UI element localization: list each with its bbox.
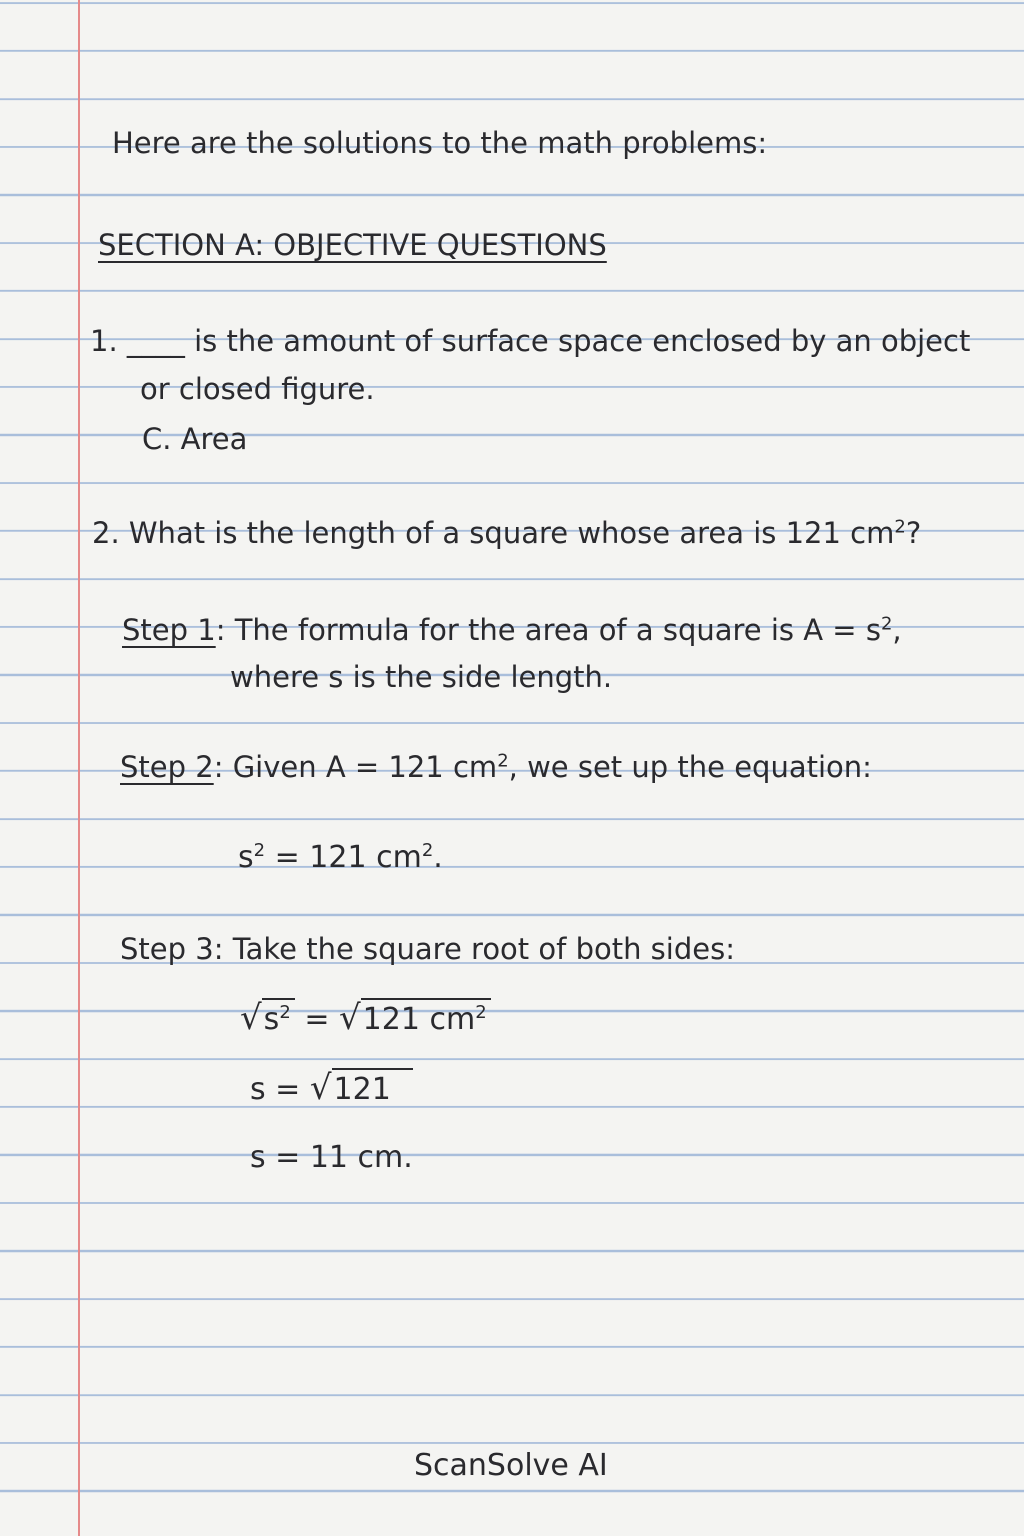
q1-line1 (90, 324, 970, 358)
sqrt-icon: √ (339, 998, 361, 1038)
step2-line1 (120, 750, 872, 784)
q2-question (92, 516, 921, 550)
q1-answer: C. Area (142, 422, 248, 456)
q1-blank: ____ (126, 324, 185, 358)
sqrt-left-sup: 2 (279, 1002, 291, 1023)
step3-eq2-lhs: s = (250, 1072, 301, 1107)
step3-colon: : (213, 932, 224, 966)
step2-eq-end: . (433, 840, 443, 875)
equals-sign: = (304, 1002, 330, 1037)
sqrt-121 (310, 1068, 413, 1108)
step1-sup: 2 (880, 613, 893, 635)
step3-equation-3: s = 11 cm. (250, 1140, 413, 1175)
q2-question-sup: 2 (894, 516, 906, 538)
margin-line (78, 0, 80, 1536)
step3-equation-1 (240, 998, 491, 1038)
sqrt-icon: √ (309, 1068, 332, 1108)
step3-label: Step 3 (120, 932, 214, 966)
step2-text: Given A = 121 cm (232, 750, 498, 784)
step1-label: Step 1 (122, 613, 216, 647)
sqrt-right-sup: 2 (475, 1002, 487, 1023)
sqrt-left-radicand: s (263, 1002, 280, 1037)
q2-question-end: ? (905, 516, 922, 550)
sqrt-icon: √ (240, 998, 262, 1038)
step2-eq-lhs: s (238, 840, 254, 875)
section-heading: SECTION A: OBJECTIVE QUESTIONS (98, 228, 607, 262)
step1-text-end: , (892, 613, 902, 647)
step2-sup: 2 (497, 750, 509, 772)
step1-line1 (122, 613, 902, 647)
intro-text: Here are the solutions to the math problems: (112, 126, 768, 160)
step2-text-end: , we set up the equation: (508, 750, 872, 784)
step2-eq-sup: 2 (421, 840, 434, 861)
step2-eq-mid: = 121 cm (265, 840, 422, 875)
sqrt-right-radicand: 121 cm (362, 1002, 476, 1037)
step2-equation (238, 840, 443, 875)
step2-eq-lhs-sup: 2 (253, 840, 266, 861)
step3-line1 (120, 932, 735, 966)
sqrt-121-radicand: 121 (332, 1068, 413, 1107)
sqrt-right (339, 998, 491, 1038)
step1-line2: where s is the side length. (230, 660, 613, 694)
q1-number: 1. (90, 324, 118, 358)
footer-brand: ScanSolve AI (414, 1448, 608, 1483)
step3-equation-2 (250, 1068, 413, 1108)
step2-colon: : (213, 750, 224, 784)
q1-text: is the amount of surface space enclosed by an object (194, 324, 971, 358)
step1-colon: : (215, 613, 226, 647)
sqrt-left (240, 998, 295, 1038)
q2-question-text: 2. What is the length of a square whose area is 121 cm (92, 516, 895, 550)
step3-text: Take the square root of both sides: (232, 932, 735, 966)
step1-text: The formula for the area of a square is A = s (234, 613, 881, 647)
step2-label: Step 2 (120, 750, 214, 784)
q1-line2: or closed figure. (140, 372, 375, 406)
